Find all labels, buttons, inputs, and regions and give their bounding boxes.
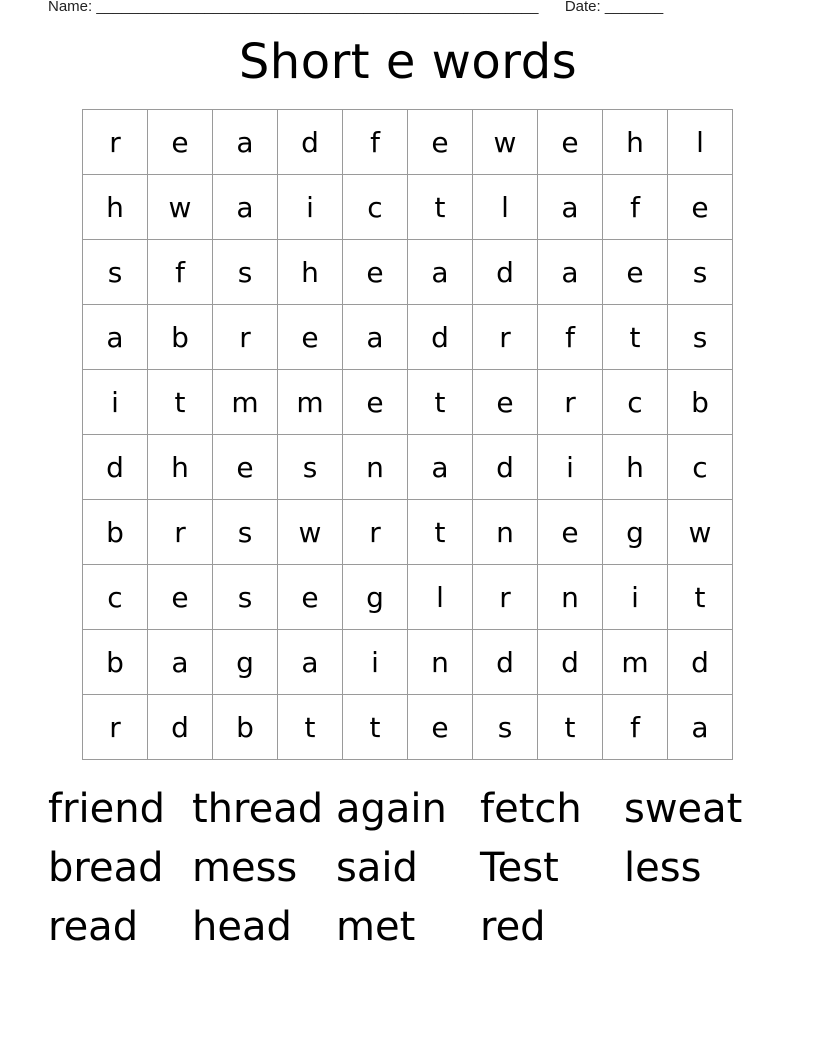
grid-cell: e [343,370,408,435]
grid-cell: g [343,565,408,630]
grid-cell: e [538,110,603,175]
word-list-item: mess [192,845,298,891]
grid-cell: e [408,110,473,175]
date-field-label: Date: _______ [564,0,664,15]
grid-cell: e [473,370,538,435]
grid-cell: s [668,305,733,370]
grid-cell: d [668,630,733,695]
word-list-item: said [336,845,418,891]
grid-cell: m [603,630,668,695]
grid-cell: e [278,305,343,370]
grid-cell: e [148,565,213,630]
grid-cell: d [148,695,213,760]
grid-cell: i [83,370,148,435]
word-list-item: met [336,904,416,950]
grid-cell: b [213,695,278,760]
grid-cell: b [83,500,148,565]
grid-cell: a [408,240,473,305]
word-list [48,781,768,958]
grid-cell: c [83,565,148,630]
grid-cell: h [83,175,148,240]
grid-cell: n [473,500,538,565]
grid-cell: t [668,565,733,630]
grid-cell: l [473,175,538,240]
grid-cell: f [603,695,668,760]
grid-cell: b [83,630,148,695]
grid-cell: s [213,240,278,305]
word-list-item: red [480,904,546,950]
grid-cell: d [473,630,538,695]
grid-cell: t [408,370,473,435]
grid-cell: w [148,175,213,240]
grid-cell: r [473,565,538,630]
grid-cell: a [538,240,603,305]
grid-cell: d [408,305,473,370]
grid-cell: l [668,110,733,175]
grid-cell: i [343,630,408,695]
grid-cell: a [213,175,278,240]
grid-cell: n [343,435,408,500]
grid-cell: r [83,110,148,175]
grid-cell: d [538,630,603,695]
grid-cell: a [213,110,278,175]
grid-cell: i [603,565,668,630]
word-list-item: fetch [480,786,582,832]
grid-cell: g [603,500,668,565]
grid-cell: f [538,305,603,370]
word-list-item: bread [48,845,164,891]
grid-cell: m [213,370,278,435]
grid-cell: a [343,305,408,370]
grid-cell: c [343,175,408,240]
grid-cell: i [278,175,343,240]
grid-cell: e [213,435,278,500]
grid-cell: b [148,305,213,370]
grid-cell: r [473,305,538,370]
grid-cell: s [213,500,278,565]
word-search-grid [82,109,733,760]
grid-cell: n [538,565,603,630]
grid-cell: s [213,565,278,630]
grid-cell: e [408,695,473,760]
grid-cell: s [668,240,733,305]
grid-cell: l [408,565,473,630]
grid-cell: e [278,565,343,630]
grid-cell: a [408,435,473,500]
grid-cell: m [278,370,343,435]
word-list-item: head [192,904,292,950]
word-list-item: sweat [624,786,743,832]
grid-cell: d [473,240,538,305]
grid-cell: i [538,435,603,500]
word-list-item: less [624,845,702,891]
grid-cell: r [83,695,148,760]
grid-cell: s [83,240,148,305]
header [48,0,748,20]
word-list-item: Test [480,845,559,891]
grid-cell: h [603,110,668,175]
grid-cell: b [668,370,733,435]
grid-cell: t [408,175,473,240]
grid-cell: t [538,695,603,760]
grid-cell: d [473,435,538,500]
grid-cell: t [278,695,343,760]
grid-cell: e [343,240,408,305]
grid-cell: e [538,500,603,565]
grid-cell: c [603,370,668,435]
grid-cell: r [343,500,408,565]
grid-cell: a [83,305,148,370]
grid-cell: e [148,110,213,175]
page-title: Short e words [238,34,578,90]
grid-cell: t [343,695,408,760]
grid-cell: c [668,435,733,500]
name-field-label: Name: _____________________________________________________ [48,0,539,15]
grid-cell: e [668,175,733,240]
grid-cell: w [668,500,733,565]
grid-cell: r [148,500,213,565]
grid-cell: t [603,305,668,370]
word-list-item: friend [48,786,165,832]
grid-cell: a [278,630,343,695]
grid-cell: r [538,370,603,435]
grid-cell: w [278,500,343,565]
grid-cell: t [408,500,473,565]
grid-cell: r [213,305,278,370]
grid-cell: e [603,240,668,305]
grid-cell: h [603,435,668,500]
grid-cell: t [148,370,213,435]
grid-cell: w [473,110,538,175]
grid-cell: a [148,630,213,695]
grid-cell: d [83,435,148,500]
grid-cell: f [343,110,408,175]
grid-cell: s [278,435,343,500]
grid-cell: a [538,175,603,240]
grid-cell: d [278,110,343,175]
word-list-item: thread [192,786,324,832]
grid-cell: f [603,175,668,240]
grid-cell: g [213,630,278,695]
word-list-item: read [48,904,139,950]
grid-cell: n [408,630,473,695]
grid-cell: h [148,435,213,500]
grid-cell: h [278,240,343,305]
grid-cell: a [668,695,733,760]
word-list-item: again [336,786,447,832]
grid-cell: f [148,240,213,305]
grid-cell: s [473,695,538,760]
